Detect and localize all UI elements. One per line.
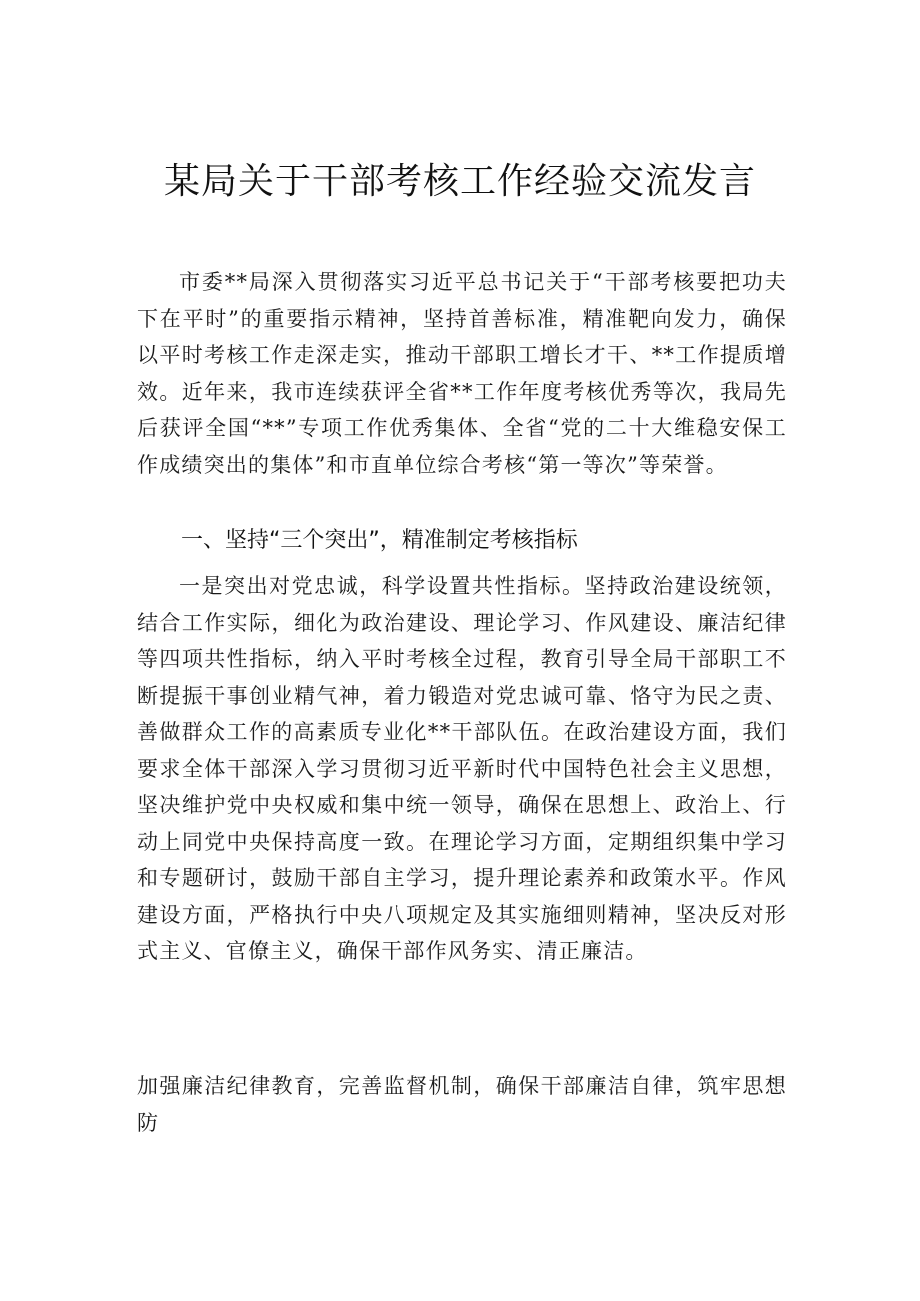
section-heading: 一、坚持“三个突出”，精准制定考核指标 xyxy=(181,528,578,553)
section-paragraph: 一是突出对党忠诚，科学设置共性指标。坚持政治建设统领，结合工作实际，细化为政治建设、理论学习、作风建设、廉洁纪律等四项共性指标，纳入平时考核全过程，教育引导全局干部职工不断提振干事创业精气神，着力锻造对党忠诚可靠、恪守为民之责、善做群众工作的高素质专业化**干部队伍。在政治建设方面，我们要求全体干部深入学习贯彻习近平新时代中国特色社会主义思想，坚决维护党中央权威和集中统一领导，确保在思想上、政治上、行动上同党中央保持高度一致。在理论学习方面，定期组织集中学习和专题研讨，鼓励干部自主学习，提升理论素养和政策水平。作风建设方面，严格执行中央八项规定及其实施细则精神，坚决反对形式主义、官僚主义，确保干部作风务实、清正廉洁。 xyxy=(137,574,787,963)
document-title: 某局关于干部考核工作经验交流发言 xyxy=(163,161,756,202)
intro-paragraph: 市委**局深入贯彻落实习近平总书记关于“干部考核要把功夫下在平时”的重要指示精神，坚持首善标准，精准靶向发力，确保以平时考核工作走深走实，推动干部职工增长才干、**工作提质增效。近年来，我市连续获评全省**工作年度考核优秀等次，我局先后获评全国“**”专项工作优秀集体、全省“党的二十大维稳安保工作成绩突出的集体”和市直单位综合考核“第一等次”等荣誉。 xyxy=(137,270,787,477)
section-paragraph-continuation: 加强廉洁纪律教育，完善监督机制，确保干部廉洁自律，筑牢思想防 xyxy=(137,1074,787,1135)
